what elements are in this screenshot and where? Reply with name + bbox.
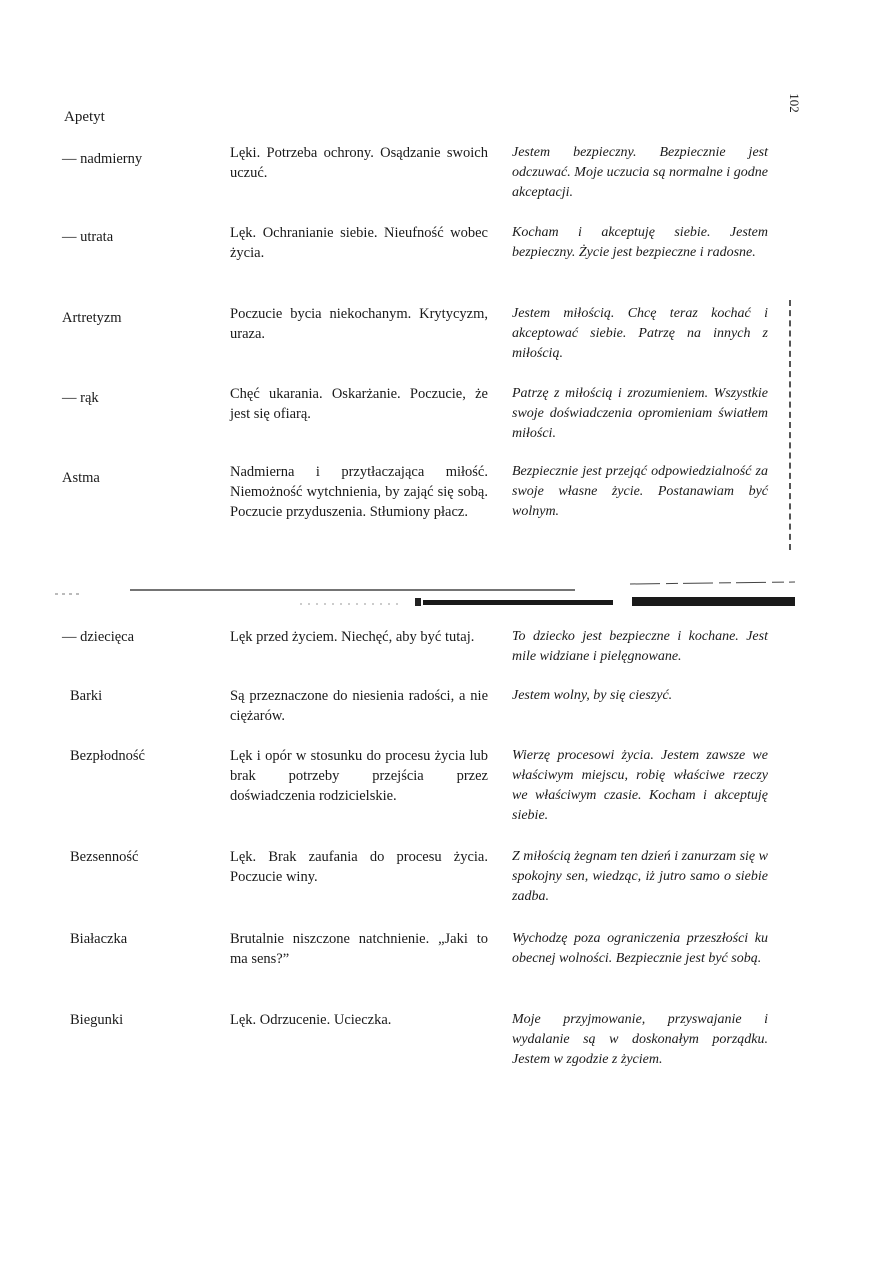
- entry-affirmation: Bezpiecznie jest przejąć odpowiedzialność za swoje własne życie. Postanawiam być wolnym.: [512, 464, 768, 519]
- entry-term: — nadmierny: [62, 151, 143, 167]
- entry-term: Białaczka: [70, 931, 128, 947]
- entry-cause: Lęk przed życiem. Niechęć, aby być tutaj.: [230, 629, 475, 645]
- entry-cause: Nadmierna i przytłaczająca miłość. Niemożność wytchnienia, by zająć się sobą. Poczucie przyduszenia. Stłumiony płacz.: [230, 464, 488, 520]
- entry-cause: Lęk. Brak zaufania do procesu życia. Poczucie winy.: [230, 849, 488, 885]
- entry-cause: Lęk. Ochranianie siebie. Nieufność wobec życia.: [230, 225, 488, 261]
- entry-term: — dziecięca: [62, 629, 135, 645]
- entry-term: Artretyzm: [62, 310, 122, 326]
- entry-term: Barki: [70, 688, 103, 704]
- entry-cause: Lęk i opór w stosunku do procesu życia lub brak potrzeby przejścia przez doświadczenia rodzicielskie.: [230, 748, 488, 804]
- entry-affirmation: Jestem miłością. Chcę teraz kochać i akceptować siebie. Patrzę na innych z miłością.: [512, 306, 768, 361]
- entry-affirmation: Wychodzę poza ograniczenia przeszłości ku obecnej wolności. Bezpiecznie jest być sobą.: [512, 931, 768, 966]
- side-scan-marks: [789, 300, 795, 550]
- page-number: 102: [787, 93, 802, 113]
- entry-cause: Chęć ukarania. Oskarżanie. Poczucie, że jest się ofiarą.: [230, 386, 488, 422]
- entry-affirmation: Kocham i akceptuję siebie. Jestem bezpieczny. Życie jest bezpieczne i radosne.: [512, 225, 768, 260]
- entry-term: — rąk: [62, 390, 99, 406]
- entry-affirmation: To dziecko jest bezpieczne i kochane. Jest mile widziane i pielęgnowane.: [512, 629, 768, 664]
- entry-cause: Brutalnie niszczone natchnienie. „Jaki to ma sens?”: [230, 931, 488, 967]
- entry-affirmation: Moje przyjmowanie, przyswajanie i wydalanie są w doskonałym porządku. Jestem w zgodzie z życiem.: [512, 1012, 768, 1067]
- entry-affirmation: Wierzę procesowi życia. Jestem zawsze we właściwym miejscu, robię właściwe rzeczy we właściwym czasie. Kocham i akceptuję siebie.: [512, 748, 768, 823]
- entry-term: Bezpłodność: [70, 748, 145, 764]
- entry-affirmation: Patrzę z miłością i zrozumieniem. Wszystkie swoje doświadczenia opromieniam światłem miłości.: [512, 386, 768, 441]
- scan-artifact-band: [0, 578, 893, 608]
- entry-term: — utrata: [62, 229, 114, 245]
- page-heading: Apetyt: [64, 109, 105, 125]
- entry-affirmation: Jestem bezpieczny. Bezpiecznie jest odczuwać. Moje uczucia są normalne i godne akceptacji.: [512, 145, 768, 200]
- entry-cause: Poczucie bycia niekochanym. Krytycyzm, uraza.: [230, 306, 488, 342]
- entry-cause: Lęk. Odrzucenie. Ucieczka.: [230, 1012, 392, 1028]
- entry-cause: Są przeznaczone do niesienia radości, a nie ciężarów.: [230, 688, 488, 724]
- entry-affirmation: Jestem wolny, by się cieszyć.: [512, 688, 673, 703]
- entry-term: Biegunki: [70, 1012, 124, 1028]
- entry-term: Bezsenność: [70, 849, 139, 865]
- entry-affirmation: Z miłością żegnam ten dzień i zanurzam się w spokojny sen, wiedząc, iż jutro samo o siebie zadba.: [512, 849, 768, 904]
- entry-term: Astma: [62, 470, 100, 486]
- entry-cause: Lęki. Potrzeba ochrony. Osądzanie swoich uczuć.: [230, 145, 488, 181]
